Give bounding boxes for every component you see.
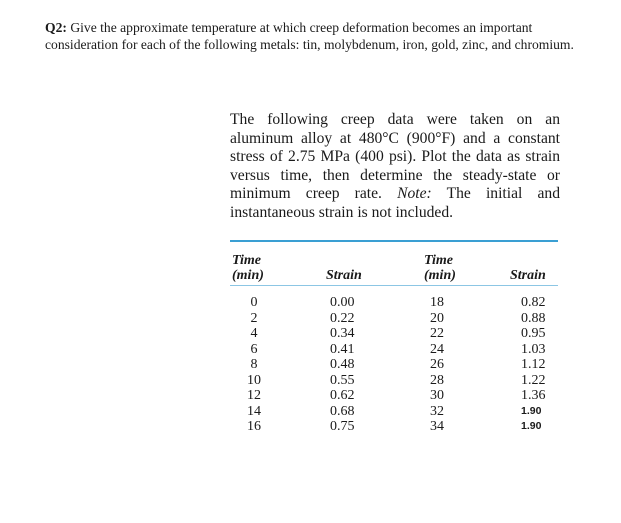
- header-time-2-title: Time: [424, 253, 454, 268]
- table-cell: 0.48: [330, 357, 355, 372]
- table-cell: 0.34: [330, 326, 355, 341]
- table-cell: 0.82: [521, 295, 546, 310]
- table-cell: 24: [430, 341, 444, 357]
- column-strain-1: [330, 295, 355, 435]
- table-cell: 30: [430, 388, 444, 403]
- note-text: The initial and instantaneous strain is not included.: [230, 185, 560, 221]
- table-cell: 1.90: [521, 404, 542, 417]
- table-cell: 22: [430, 326, 444, 341]
- header-time-2: [424, 253, 456, 283]
- table-cell: 10: [247, 372, 261, 388]
- question-label: Q2:: [45, 20, 67, 35]
- table-cell: 1.90: [521, 420, 542, 432]
- table-cell: 12: [247, 388, 261, 403]
- header-strain-2: Strain: [510, 268, 546, 283]
- table-cell: 16: [247, 419, 261, 434]
- table-cell: 28: [430, 372, 444, 388]
- table-top-rule: [230, 240, 558, 242]
- table-cell: 2: [250, 310, 258, 326]
- table-cell: 0.95: [521, 326, 546, 341]
- question-text: [45, 19, 605, 53]
- problem-body: The following creep data were taken on an aluminum alloy at 480°C (900°F) and a constant stress of 2.75 MPa (400 psi). Plot the data as strain versus time, then determine the steady-state or minimum creep rate.: [230, 111, 560, 202]
- table-cell: 6: [250, 341, 258, 357]
- table-cell: 32: [430, 403, 444, 419]
- table-cell: 0.55: [330, 372, 355, 388]
- column-time-1: [244, 295, 264, 435]
- table-cell: 0.22: [330, 310, 355, 326]
- header-time-1: [232, 253, 264, 283]
- table-cell: 4: [250, 326, 258, 341]
- table-cell: 1.12: [521, 357, 546, 372]
- table-cell: 14: [247, 403, 261, 419]
- table-cell: 0.00: [330, 295, 355, 310]
- header-time-1-title: Time: [232, 253, 262, 268]
- header-time-2-unit: (min): [424, 268, 456, 283]
- table-cell: 18: [430, 295, 444, 310]
- table-cell: 1.03: [521, 341, 546, 357]
- table-cell: 1.36: [521, 388, 546, 403]
- table-cell: 0.41: [330, 341, 355, 357]
- table-cell: 0: [250, 295, 258, 310]
- table-cell: 0.68: [330, 403, 355, 419]
- table-cell: 0.62: [330, 388, 355, 403]
- table-cell: 0.88: [521, 310, 546, 326]
- column-time-2: [426, 295, 448, 435]
- table-cell: 20: [430, 310, 444, 326]
- header-time-1-unit: (min): [232, 268, 264, 283]
- table-header-rule: [230, 285, 558, 286]
- table-cell: 34: [430, 419, 444, 434]
- table-cell: 8: [250, 357, 258, 372]
- column-strain-2: [521, 295, 546, 435]
- table-cell: 26: [430, 357, 444, 372]
- question-body: Give the approximate temperature at which creep deformation becomes an important consideration for each of the following metals: tin, molybdenum, iron, gold, zinc, and chromium.: [45, 20, 574, 52]
- note-label: Note:: [397, 185, 432, 202]
- header-strain-1: Strain: [326, 268, 362, 283]
- table-cell: 0.75: [330, 419, 355, 434]
- problem-statement: [230, 111, 560, 222]
- table-cell: 1.22: [521, 372, 546, 388]
